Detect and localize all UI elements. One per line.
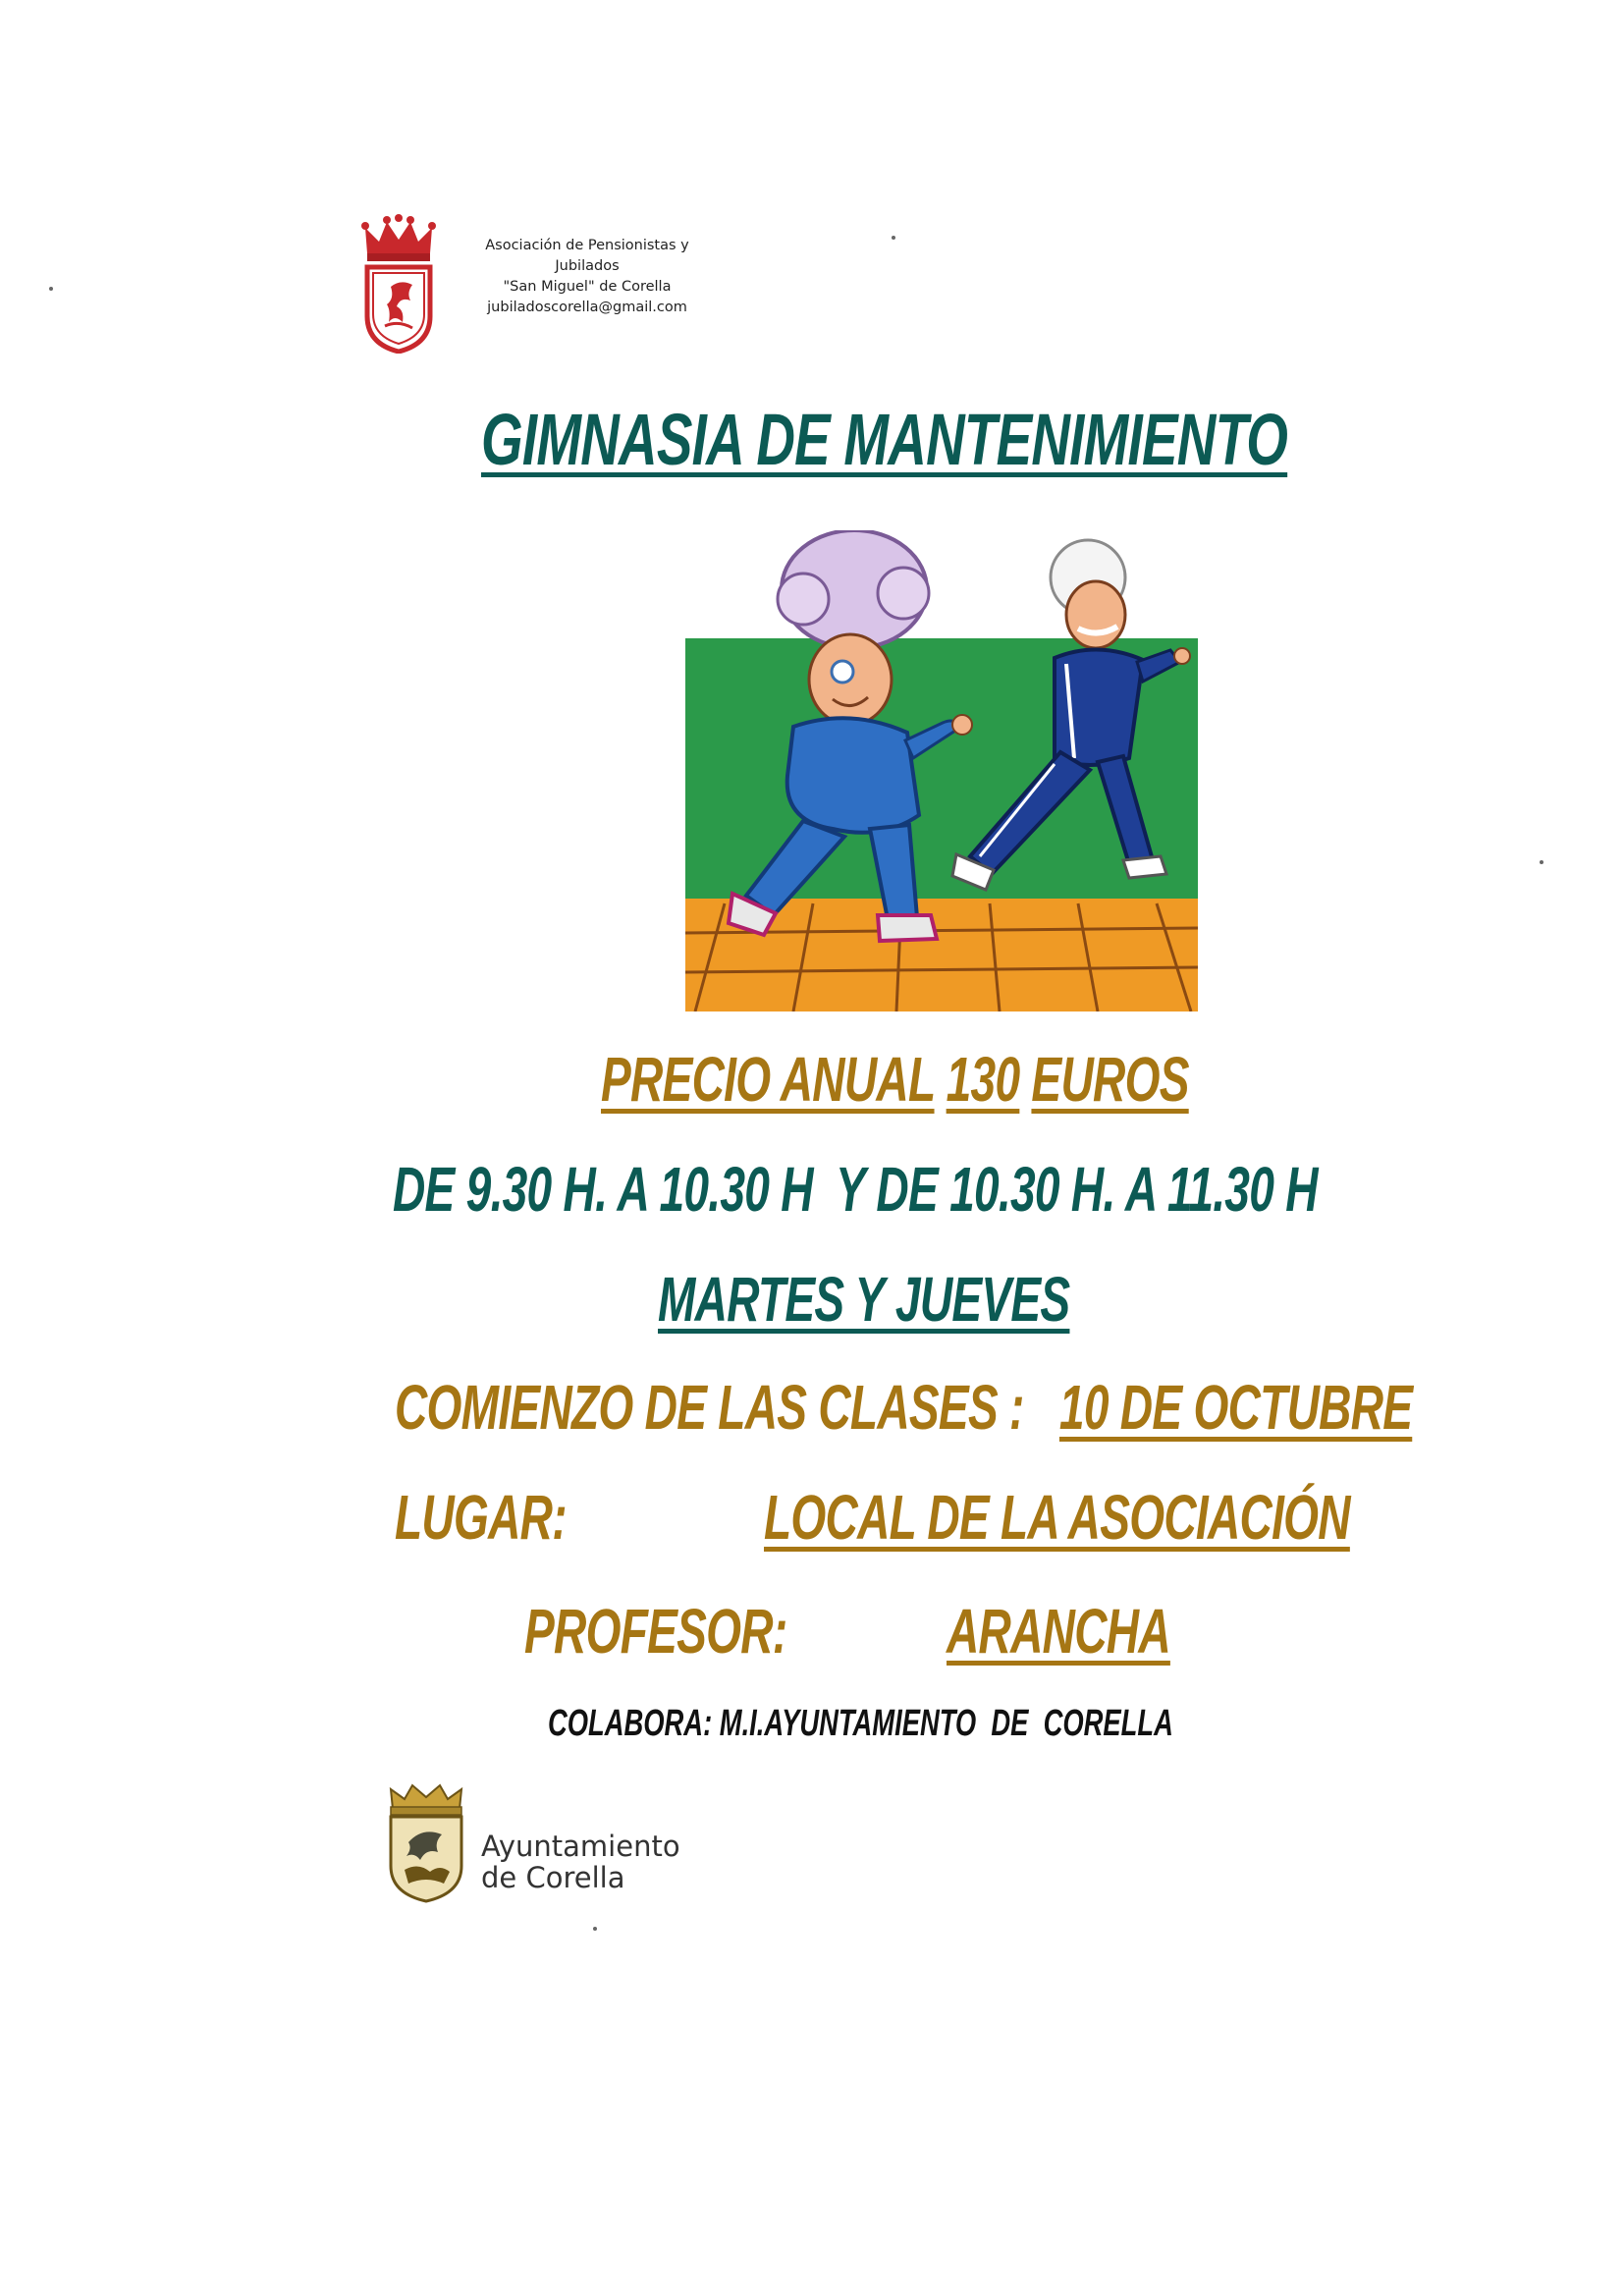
price-label: PRECIO ANUAL [601,1044,935,1115]
price-currency: EUROS [1031,1044,1189,1115]
town-hall-line-2: de Corella [481,1861,625,1894]
start-label: COMIENZO DE LAS CLASES : [395,1372,1024,1443]
class-days: MARTES Y JUEVES [658,1264,1070,1335]
scan-speck [49,287,53,291]
corella-coat-of-arms-icon [379,1781,473,1903]
place-label: LUGAR: [395,1482,567,1553]
class-schedule: DE 9.30 H. A 10.30 H Y DE 10.30 H. A 11.30 H [393,1154,1318,1225]
teacher-label: PROFESOR: [524,1596,787,1667]
price-amount: 130 [946,1044,1020,1115]
start-date: 10 DE OCTUBRE [1058,1372,1413,1443]
scan-speck [593,1927,597,1931]
place-value: LOCAL DE LA ASOCIACIÓN [764,1482,1350,1553]
association-email: jubiladoscorella@gmail.com [487,300,687,315]
association-name-line-2: Jubilados [555,258,620,274]
annual-price [601,1043,1189,1116]
association-name-line-3: "San Miguel" de Corella [503,279,672,295]
town-hall-name [481,1831,680,1893]
teacher-value: ARANCHA [947,1596,1170,1667]
town-hall-line-1: Ayuntamiento [481,1830,680,1863]
association-info [469,236,705,318]
scan-speck [1540,860,1543,864]
collaboration-note: COLABORA: M.I.AYUNTAMIENTO DE CORELLA [548,1703,1173,1744]
association-emblem-icon [361,214,436,354]
poster-title: GIMNASIA DE MANTENIMIENTO [481,399,1288,480]
seniors-exercising-illustration [685,530,1198,1011]
class-start [395,1371,1412,1444]
association-name-line-1: Asociación de Pensionistas y [485,238,689,253]
scan-speck [892,236,895,240]
